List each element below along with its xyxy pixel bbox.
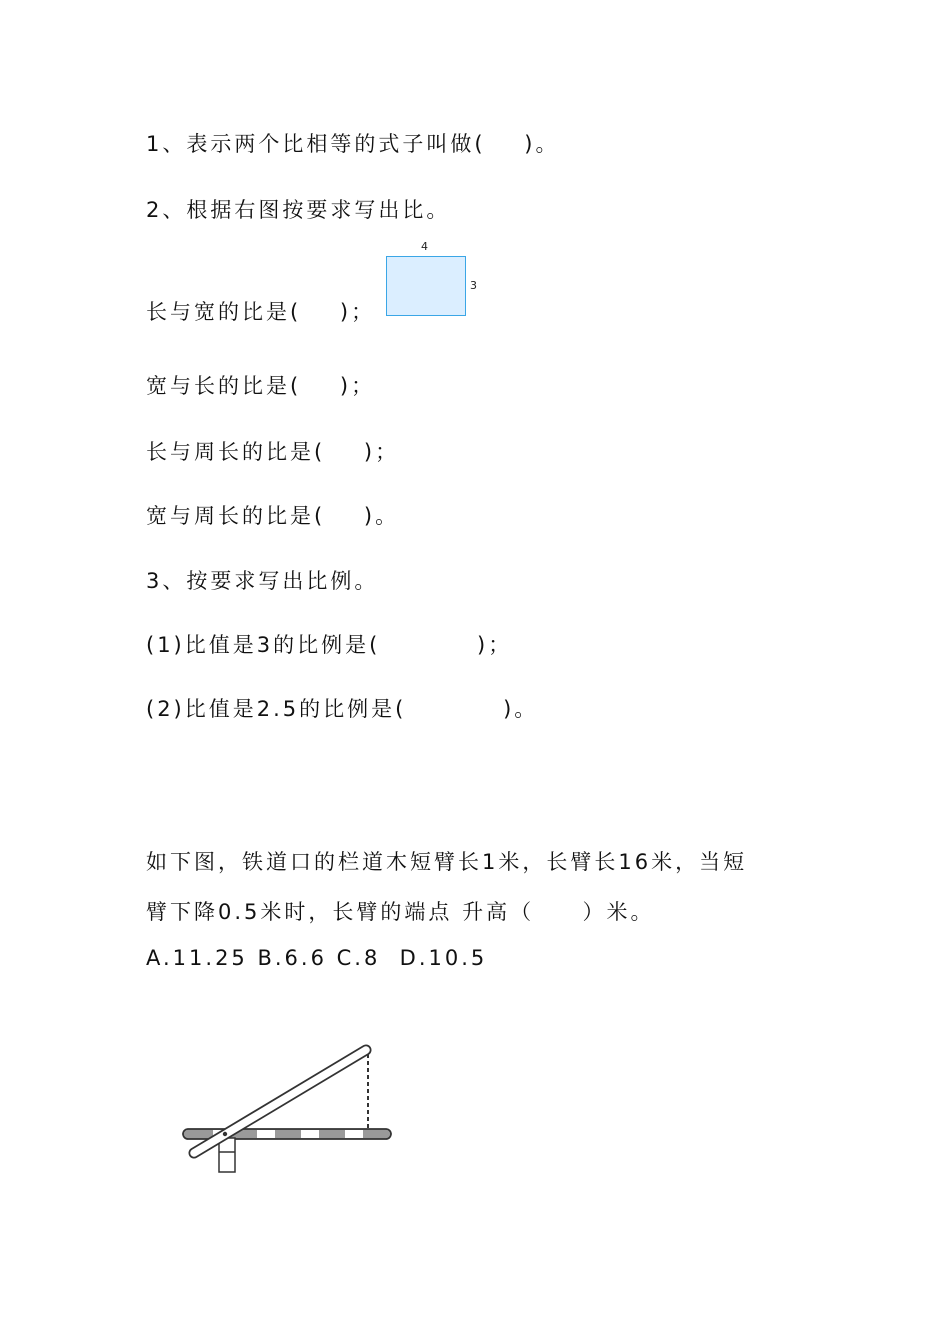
q2-item-length-perimeter: 长与周长的比是( )； [146, 440, 400, 464]
q2-item-width-length: 宽与长的比是( )； [146, 374, 376, 398]
railway-barrier-diagram [175, 1030, 405, 1180]
question-4-options: A.11.25 B.6.6 C.8 D.10.5 [146, 946, 488, 970]
question-3-title: 3、按要求写出比例。 [146, 569, 379, 593]
rect-width-label: 4 [421, 240, 428, 253]
question-1: 1、表示两个比相等的式子叫做( )。 [146, 132, 560, 156]
rectangle-figure [386, 256, 466, 316]
pivot-point [223, 1132, 227, 1136]
q2-item-length-width: 长与宽的比是( )； [146, 300, 376, 324]
question-2-title: 2、根据右图按要求写出比。 [146, 198, 451, 222]
q3-item-2: (2)比值是2.5的比例是( )。 [146, 697, 539, 721]
question-4-line-2: 臂下降0.5米时，长臂的端点 升高（ ）米。 [146, 900, 655, 924]
q2-item-width-perimeter: 宽与周长的比是( )。 [146, 504, 400, 528]
q3-item-1: (1)比值是3的比例是( )； [146, 633, 513, 657]
question-4-line-1: 如下图，铁道口的栏道木短臂长1米，长臂长16米，当短 [146, 850, 748, 874]
barrier-post [219, 1138, 235, 1172]
rect-height-label: 3 [470, 279, 477, 292]
